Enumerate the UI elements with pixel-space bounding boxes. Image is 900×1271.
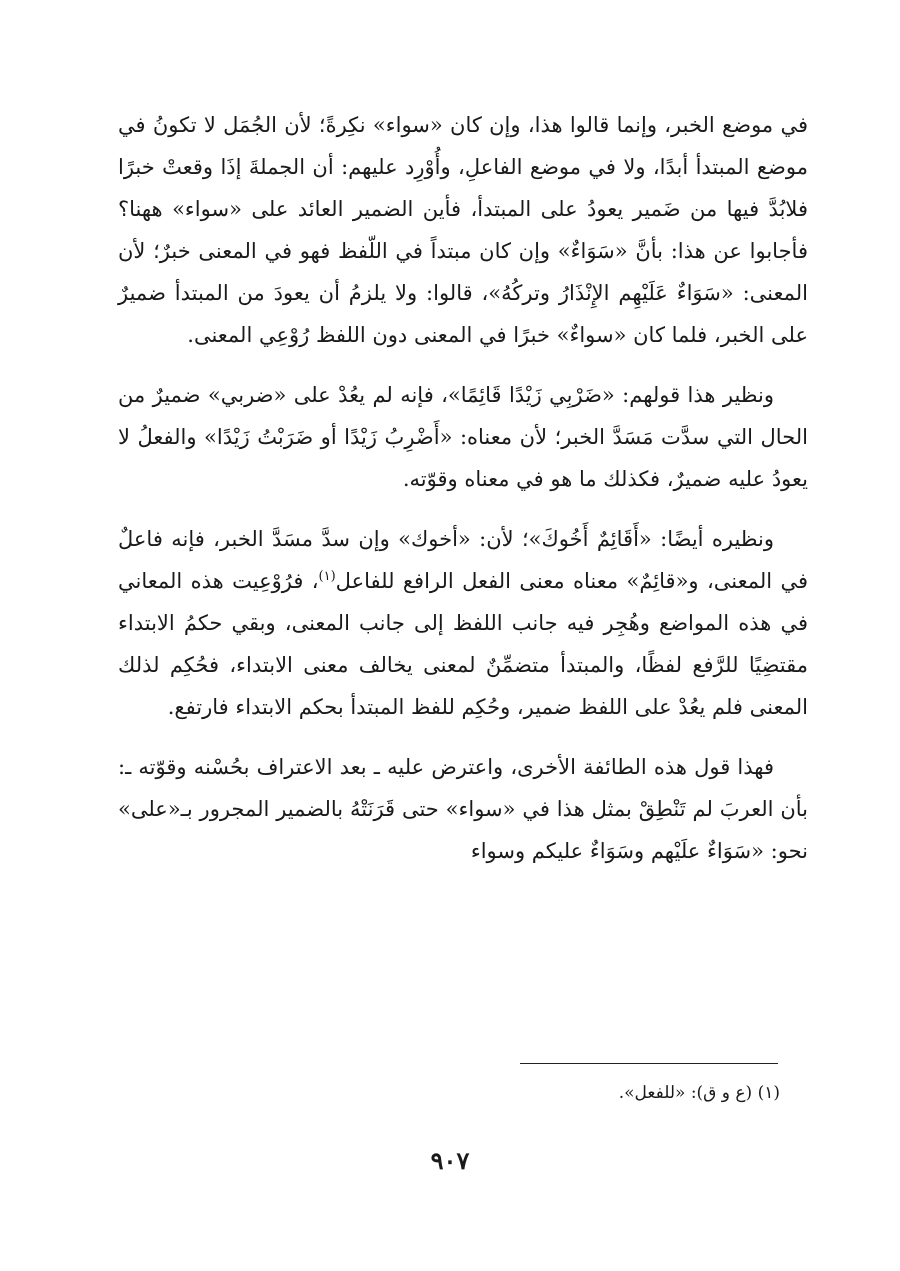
paragraph-1: في موضع الخبر، وإنما قالوا هذا، وإن كان «سواء» نكِرةً؛ لأن الجُمَل لا تكونُ في موضع المبتدأ أبدًا، ولا في موضع الفاعلِ، وأُوْرِد عليهم: أن الجملةَ إذَا وقعتْ خبرًا فلابُدَّ فيها من ضَمير يعودُ على المبتدأ، فأين الضمير العائد على «سواء» ههنا؟ فأجابوا عن هذا: بأنَّ «سَوَاءٌ» وإن كان مبتداً في اللّفظ فهو في المعنى خبرٌ؛ لأن المعنى: «سَوَاءٌ عَلَيْهِم الإِنْذَارُ وتركُهُ»، قالوا: ولا يلزمُ أن يعودَ من المبتدأ ضميرٌ على الخبر، فلما كان «سواءٌ» خبرًا في المعنى دون اللفظ رُوْعِي المعنى. [118,113,808,347]
paragraph-4: فهذا قول هذه الطائفة الأخرى، واعترض عليه ـ بعد الاعتراف بحُسْنه وقوّته ـ: بأن العربَ لم تَنْطِقْ بمثل هذا في «سواء» حتى قَرَنَتْهُ بالضمير المجرور بـ«على» نحو: «سَوَاءٌ علَيْهم وسَوَاءٌ عليكم وسواء [118,755,808,863]
paragraph-3-text-after: ، فرُوْعِيت هذه المعاني في هذه المواضع وهُجِر فيه جانب اللفظ إلى جانب المعنى، وبقي حكمُ الابتداء مقتضِيًا للرَّفع لفظًا، والمبتدأ متضمِّنٌ لمعنى يخالف معنى الابتداء، فحُكِم لذلك المعنى فلم يعُدْ على اللفظ ضمير، وحُكِم للفظ المبتدأ بحكم الابتداء فارتفع. [118,569,808,719]
paragraph-3-text-before: ونظيره أيضًا: «أَقَائِمٌ أَخُوكَ»؛ لأن: «أخوك» وإن سدَّ مسَدَّ الخبر، فإنه فاعلٌ في المعنى، و«قائِمٌ» معناه معنى الفعل الرافع للفاعل [118,527,808,593]
paragraph-3 [118,518,808,728]
paragraph-2: ونظير هذا قولهم: «ضَرْبِي زَيْدًا قَائِمًا»، فإنه لم يعُدْ على «ضربي» ضميرٌ من الحال التي سدَّت مَسَدَّ الخبر؛ لأن معناه: «أَضْرِبُ زَيْدًا أو ضَرَبْتُ زَيْدًا» والفعلُ لا يعودُ عليه ضميرٌ، فكذلك ما هو في معناه وقوّته. [118,383,808,491]
main-text [118,104,808,872]
page-number: ٩٠٧ [430,1146,470,1175]
footnote-divider [520,1063,778,1064]
footnote: (١) (ع و ق): «للفعل». [618,1083,780,1103]
footnote-reference[interactable]: (١) [318,569,336,584]
